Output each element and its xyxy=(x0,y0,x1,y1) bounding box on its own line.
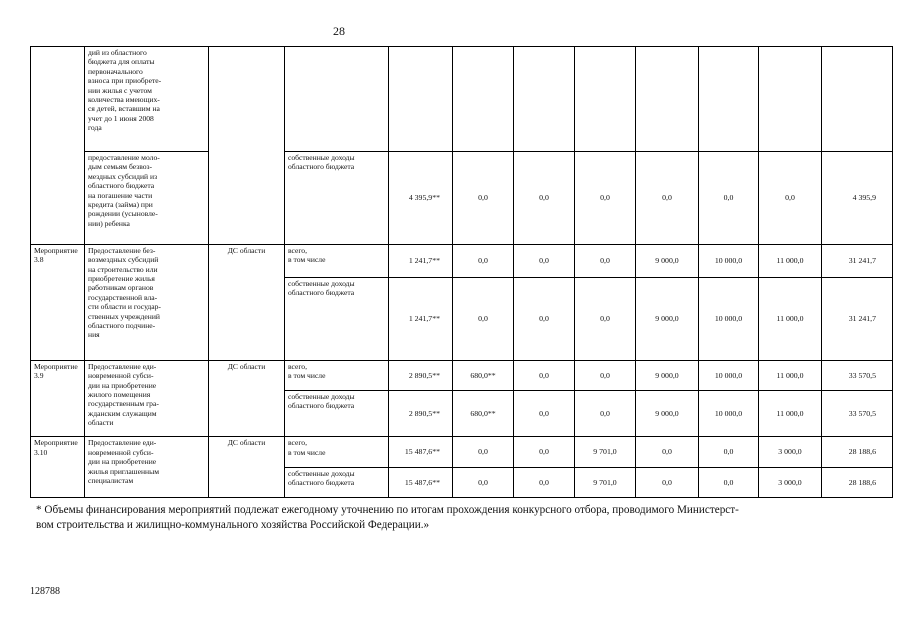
value-cell: 1 241,7** xyxy=(389,244,453,277)
measure-description: дий из областного бюджета для оплаты первоначального взноса при приобрете- нии жилья с учетом количества имеющих- ся детей, вставшим на учет до 1 июня 2008 года xyxy=(85,47,209,152)
footnote xyxy=(36,503,886,532)
value-cell: 0,0 xyxy=(514,244,575,277)
value-cell xyxy=(389,47,453,152)
value-cell: 9 701,0 xyxy=(575,437,636,467)
value-cell: 9 000,0 xyxy=(636,244,699,277)
value-cell: 0,0 xyxy=(636,467,699,497)
financing-table xyxy=(30,46,893,498)
table-row xyxy=(31,244,893,277)
footnote-line: * Объемы финансирования мероприятий подлежат ежегодному уточнению по итогам прохождения конкурсного отбора, проводимого Министерст- xyxy=(36,504,739,516)
value-cell xyxy=(575,47,636,152)
funding-source xyxy=(285,47,389,152)
funding-source: собственные доходы областного бюджета xyxy=(285,278,389,361)
value-cell: 0,0 xyxy=(636,437,699,467)
value-cell: 10 000,0 xyxy=(699,360,759,390)
value-cell xyxy=(453,47,514,152)
value-cell: 0,0 xyxy=(514,151,575,244)
value-cell: 1 241,7** xyxy=(389,278,453,361)
value-cell: 31 241,7 xyxy=(822,278,893,361)
funding-source: всего, в том числе xyxy=(285,244,389,277)
value-cell: 0,0 xyxy=(575,151,636,244)
value-cell: 11 000,0 xyxy=(759,360,822,390)
value-cell: 0,0 xyxy=(575,391,636,437)
value-cell: 0,0 xyxy=(575,360,636,390)
page-number: 28 xyxy=(333,24,345,38)
measure-id-cell xyxy=(31,47,85,245)
table-row xyxy=(31,151,893,244)
value-cell: 33 570,5 xyxy=(822,360,893,390)
value-cell: 4 395,9 xyxy=(822,151,893,244)
value-cell: 0,0 xyxy=(453,151,514,244)
table-row xyxy=(31,47,893,152)
funding-source: собственные доходы областного бюджета xyxy=(285,151,389,244)
executor: ДС области xyxy=(209,437,285,498)
footnote-line: вом строительства и жилищно-коммунального хозяйства Российской Федерации.» xyxy=(36,518,430,531)
value-cell: 680,0** xyxy=(453,391,514,437)
value-cell: 11 000,0 xyxy=(759,244,822,277)
value-cell: 0,0 xyxy=(514,467,575,497)
value-cell: 0,0 xyxy=(453,244,514,277)
value-cell: 0,0 xyxy=(759,151,822,244)
value-cell: 31 241,7 xyxy=(822,244,893,277)
executor: ДС области xyxy=(209,360,285,437)
measure-description: Предоставление еди- новременной субси- дии на приобретение жилья приглашенным специалистам xyxy=(85,437,209,498)
value-cell: 0,0 xyxy=(699,151,759,244)
value-cell: 2 890,5** xyxy=(389,391,453,437)
value-cell: 11 000,0 xyxy=(759,391,822,437)
value-cell: 0,0 xyxy=(514,391,575,437)
measure-id: Мероприятие 3.8 xyxy=(31,244,85,360)
value-cell: 0,0 xyxy=(514,360,575,390)
value-cell xyxy=(822,47,893,152)
value-cell: 3 000,0 xyxy=(759,437,822,467)
value-cell: 10 000,0 xyxy=(699,278,759,361)
value-cell: 0,0 xyxy=(699,437,759,467)
measure-description: Предоставление без- возмездных субсидий на строительство или приобретение жилья работникам органов государственной вла- сти области и государ- ственных учреждений областного подчине- ния xyxy=(85,244,209,360)
value-cell xyxy=(759,47,822,152)
value-cell: 10 000,0 xyxy=(699,244,759,277)
executor: ДС области xyxy=(209,244,285,360)
value-cell xyxy=(699,47,759,152)
value-cell: 0,0 xyxy=(575,278,636,361)
value-cell: 0,0 xyxy=(453,437,514,467)
value-cell: 9 000,0 xyxy=(636,360,699,390)
measure-description: Предоставление еди- новременной субси- дии на приобретение жилого помещения государственным гра- жданским служащим области xyxy=(85,360,209,437)
value-cell: 33 570,5 xyxy=(822,391,893,437)
value-cell: 680,0** xyxy=(453,360,514,390)
funding-source: всего, в том числе xyxy=(285,360,389,390)
funding-source: всего, в том числе xyxy=(285,437,389,467)
table-row xyxy=(31,437,893,467)
value-cell: 9 000,0 xyxy=(636,391,699,437)
table-row xyxy=(31,360,893,390)
value-cell: 15 487,6** xyxy=(389,467,453,497)
value-cell: 0,0 xyxy=(699,467,759,497)
funding-source: собственные доходы областного бюджета xyxy=(285,391,389,437)
measure-id: Мероприятие 3.10 xyxy=(31,437,85,498)
value-cell: 0,0 xyxy=(453,467,514,497)
value-cell: 0,0 xyxy=(636,151,699,244)
value-cell: 0,0 xyxy=(514,278,575,361)
value-cell xyxy=(514,47,575,152)
measure-description: предоставление моло- дым семьям безвоз- мездных субсидий из областного бюджета на погашение части кредита (займа) при рождении (усыновле- нии) ребенка xyxy=(85,151,209,244)
value-cell: 2 890,5** xyxy=(389,360,453,390)
value-cell: 15 487,6** xyxy=(389,437,453,467)
value-cell: 0,0 xyxy=(575,244,636,277)
value-cell: 28 188,6 xyxy=(822,467,893,497)
value-cell: 9 000,0 xyxy=(636,278,699,361)
value-cell: 0,0 xyxy=(453,278,514,361)
funding-source: собственные доходы областного бюджета xyxy=(285,467,389,497)
document-code: 128788 xyxy=(30,586,60,597)
value-cell xyxy=(636,47,699,152)
value-cell: 10 000,0 xyxy=(699,391,759,437)
executor-cell xyxy=(209,47,285,245)
value-cell: 4 395,9** xyxy=(389,151,453,244)
value-cell: 0,0 xyxy=(514,437,575,467)
value-cell: 28 188,6 xyxy=(822,437,893,467)
value-cell: 11 000,0 xyxy=(759,278,822,361)
measure-id: Мероприятие 3.9 xyxy=(31,360,85,437)
value-cell: 9 701,0 xyxy=(575,467,636,497)
value-cell: 3 000,0 xyxy=(759,467,822,497)
